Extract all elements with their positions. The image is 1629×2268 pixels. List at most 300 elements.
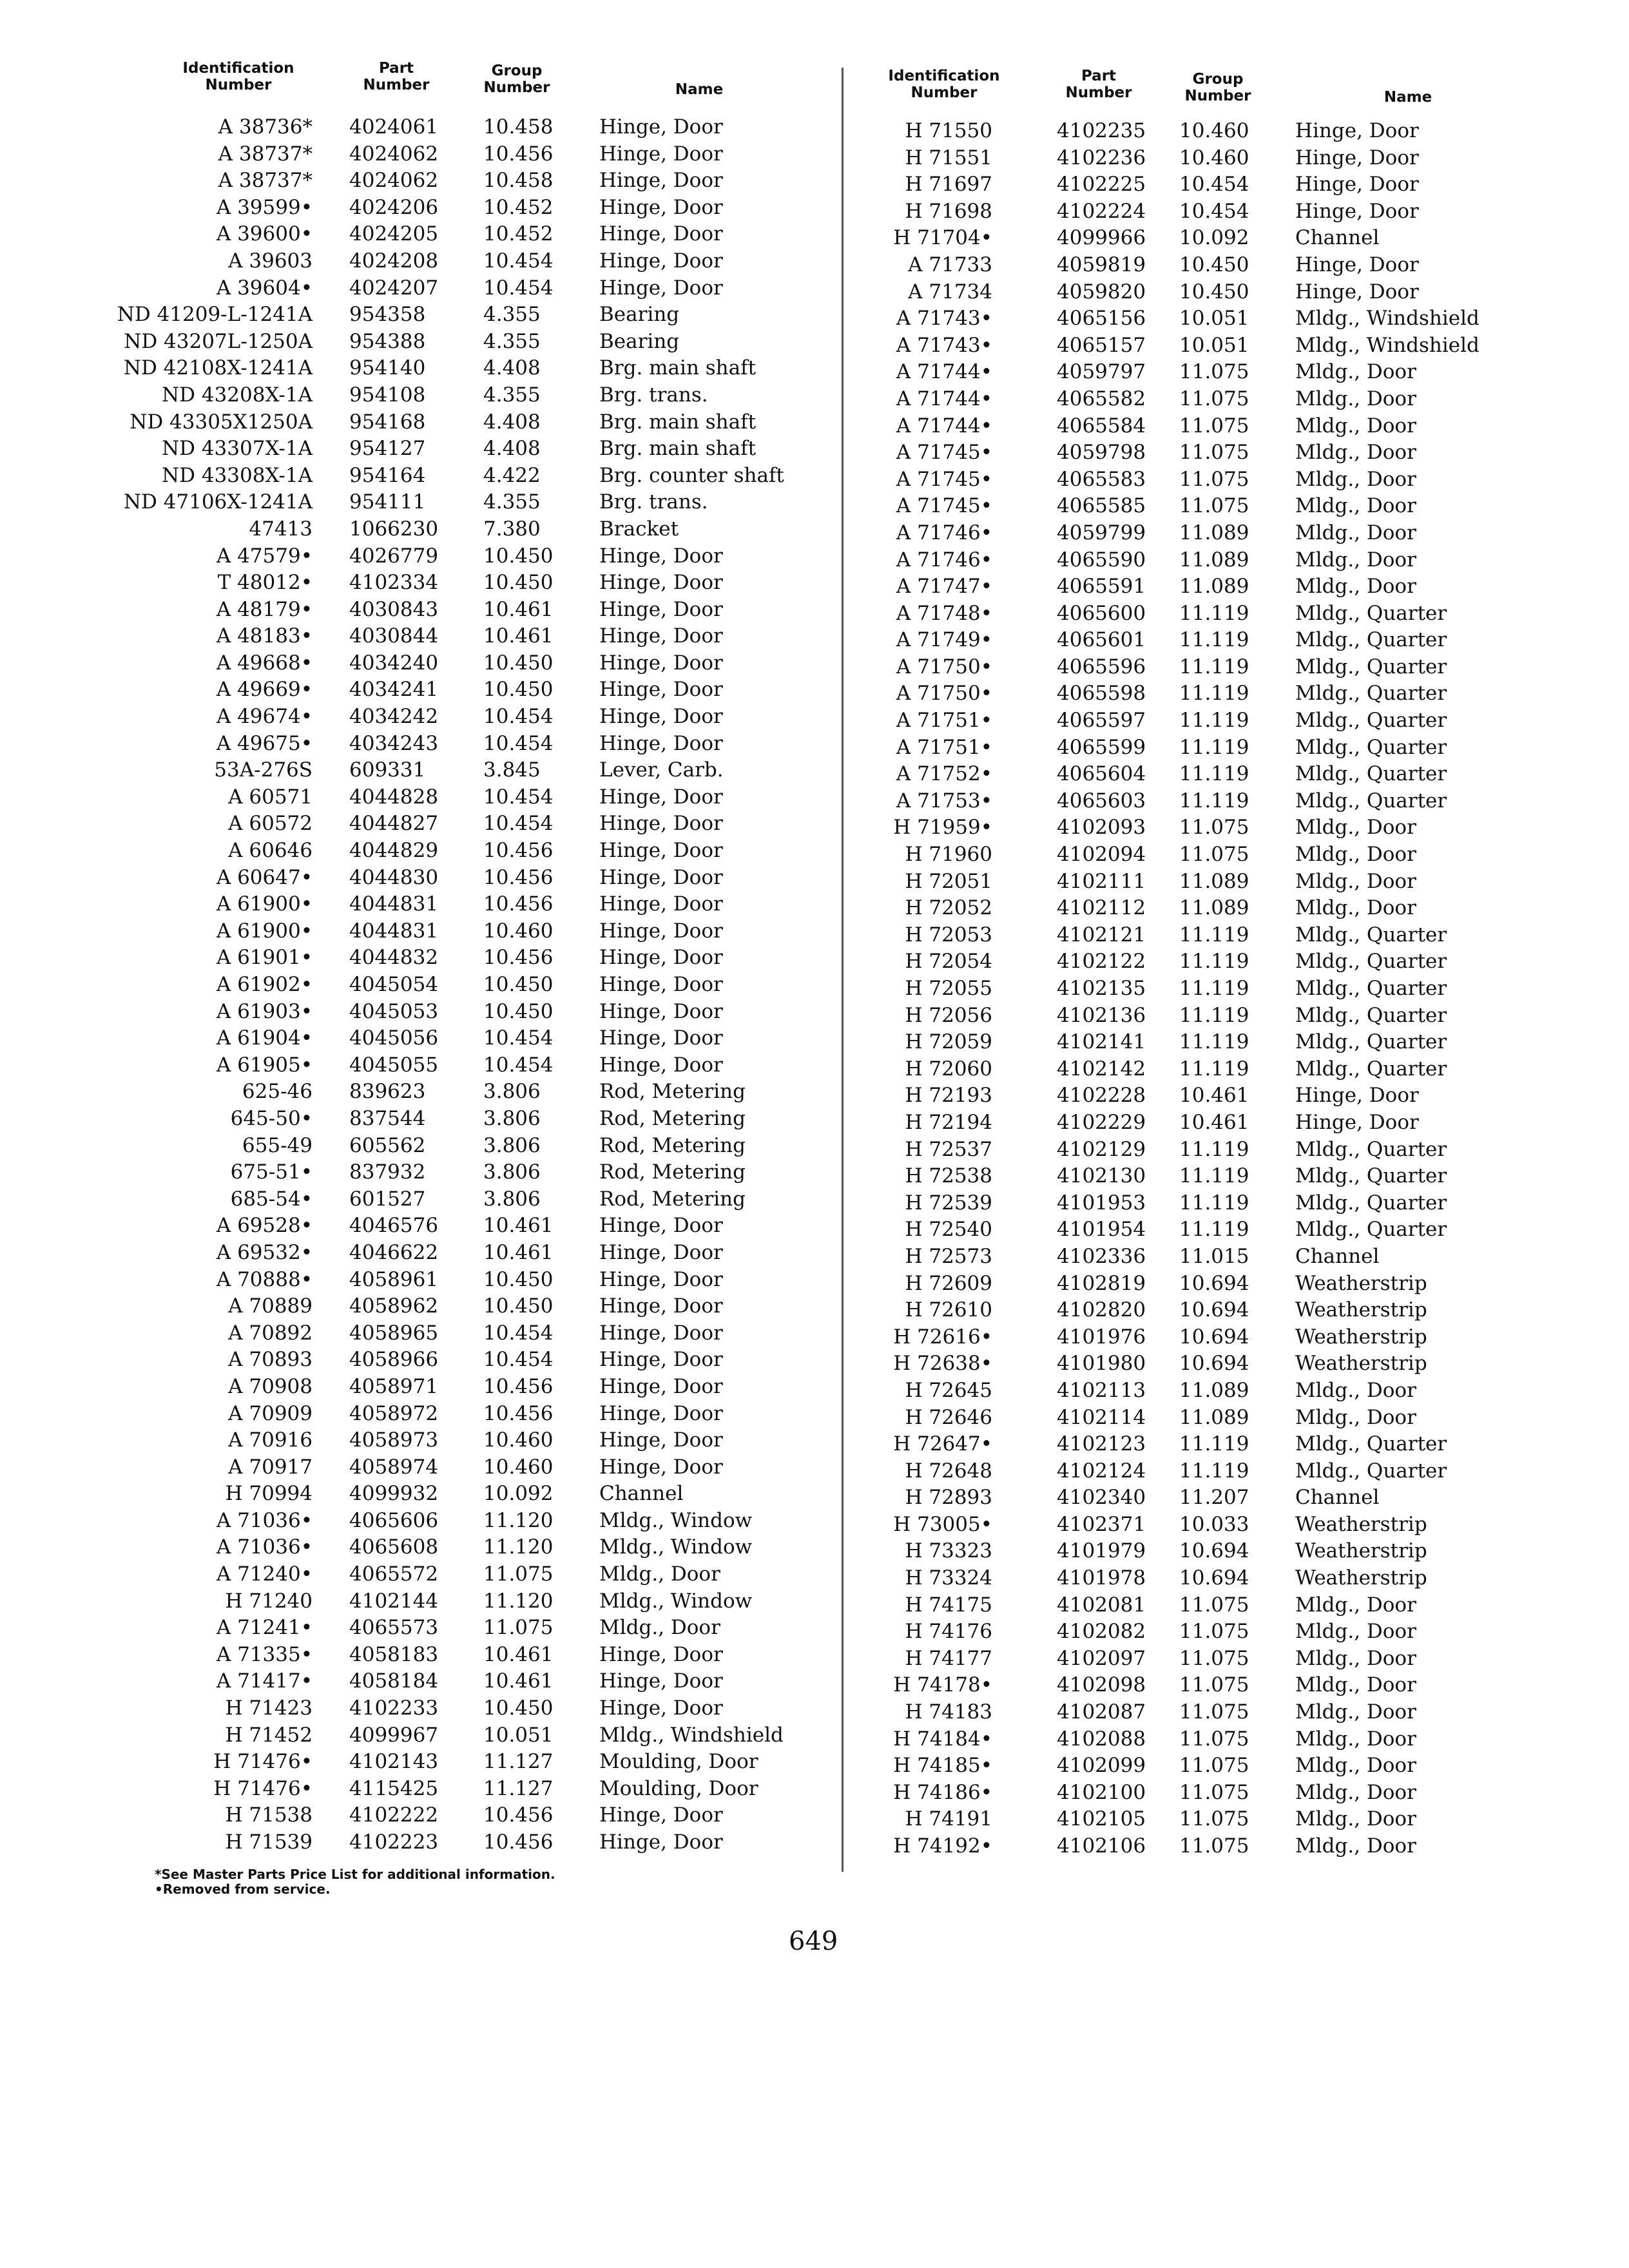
identification-number-cell: A 71752• [896,762,992,786]
identification-number-cell: A 48179• [216,597,313,621]
part-name-cell: Hinge, Door [599,865,723,889]
group-number-cell: 10.450 [1179,280,1249,303]
part-name-cell: Channel [599,1482,684,1506]
part-number-cell: 4058966 [349,1348,439,1372]
identification-number-cell: ND 43305X1250A [130,410,313,434]
part-name-cell: Rod, Metering [599,1160,746,1184]
group-number-cell: 11.075 [1179,1673,1249,1697]
identification-number-cell: H 72053 [905,923,992,947]
table-row [161,1106,838,1133]
identification-number-cell: H 74184• [893,1727,992,1751]
group-number-cell: 4.408 [483,410,541,434]
part-number-cell: 4102112 [1057,896,1146,920]
part-number-cell: 4102819 [1057,1271,1146,1295]
part-name-cell: Weatherstrip [1295,1325,1427,1349]
table-row [161,1052,838,1079]
part-name-cell: Mldg., Windshield [1295,333,1480,357]
part-name-cell: Mldg., Door [1295,1646,1416,1670]
table-row [161,972,838,999]
header-name [1360,89,1456,106]
identification-number-cell: H 71452 [225,1723,313,1747]
group-number-cell: 10.456 [483,142,554,166]
part-name-cell: Hinge, Door [599,1669,723,1693]
header-id-line2: Number [911,84,978,101]
table-row [870,1137,1547,1164]
identification-number-cell: H 71539 [225,1831,313,1854]
identification-number-cell: A 71745• [896,467,992,491]
group-number-cell: 11.089 [1179,1405,1249,1429]
part-name-cell: Brg. trans. [599,490,708,514]
header-part-line2: Number [363,77,430,93]
part-number-cell: 609331 [349,758,426,782]
table-row [870,547,1547,574]
identification-number-cell: H 72609 [905,1271,992,1295]
group-number-cell: 10.454 [483,705,554,729]
part-number-cell: 4065573 [349,1616,439,1640]
part-number-cell: 4065599 [1057,735,1146,759]
part-name-cell: Mldg., Door [599,1616,720,1640]
identification-number-cell: H 71704• [893,226,992,250]
part-number-cell: 4102081 [1057,1593,1146,1617]
part-number-cell: 4102336 [1057,1244,1146,1268]
table-row [870,1110,1547,1137]
group-number-cell: 10.450 [483,651,554,675]
table-row [161,784,838,811]
table-row [161,918,838,945]
table-row [870,520,1547,547]
group-number-cell: 11.075 [1179,1700,1249,1724]
part-name-cell: Moulding, Door [599,1750,758,1774]
table-row [870,332,1547,360]
part-number-cell: 4102130 [1057,1164,1146,1188]
part-name-cell: Weatherstrip [1295,1512,1427,1536]
table-row [870,1458,1547,1485]
group-number-cell: 11.075 [1179,441,1249,465]
part-name-cell: Hinge, Door [599,544,723,568]
part-name-cell: Hinge, Door [599,919,723,943]
table-row [161,168,838,195]
part-name-cell: Mldg., Door [1295,414,1416,437]
table-row [124,329,838,356]
part-name-cell: Hinge, Door [1295,119,1419,142]
identification-number-cell: A 70909 [228,1401,313,1425]
table-row [161,811,838,838]
part-name-cell: Mldg., Quarter [1295,1218,1447,1242]
identification-number-cell: H 74176 [905,1620,992,1644]
identification-number-cell: A 70889 [228,1294,313,1318]
identification-number-cell: H 71538 [225,1803,313,1827]
table-row [870,601,1547,628]
part-name-cell: Hinge, Door [599,705,723,729]
table-row [161,141,838,168]
part-number-cell: 4065597 [1057,709,1146,733]
part-number-cell: 4065604 [1057,762,1146,786]
part-name-cell: Hinge, Door [599,571,723,595]
table-row [161,1588,838,1615]
identification-number-cell: A 71745• [896,441,992,465]
part-number-cell: 4046576 [349,1214,439,1238]
table-row [161,677,838,704]
group-number-cell: 11.075 [483,1616,554,1640]
part-number-cell: 954388 [349,329,426,353]
group-number-cell: 11.119 [1179,1057,1249,1081]
part-name-cell: Hinge, Door [599,1455,723,1479]
table-row [161,1293,838,1320]
part-name-cell: Channel [1295,1244,1380,1268]
identification-number-cell: H 72893 [905,1486,992,1510]
group-number-cell: 10.454 [483,1348,554,1372]
identification-number-cell: H 71960 [905,843,992,867]
part-number-cell: 4102098 [1057,1673,1146,1697]
part-number-cell: 4102340 [1057,1486,1146,1510]
header-part-number [348,60,445,93]
table-row [870,413,1547,440]
table-row [161,1802,838,1829]
group-number-cell: 11.127 [483,1750,554,1774]
group-number-cell: 11.075 [1179,494,1249,518]
identification-number-cell: H 71550 [905,119,992,142]
part-number-cell: 4102087 [1057,1700,1146,1724]
part-name-cell: Mldg., Door [1295,1673,1416,1697]
identification-number-cell: A 71745• [896,494,992,518]
part-number-cell: 4044830 [349,865,439,889]
part-name-cell: Mldg., Door [1295,548,1416,572]
header-identification-number [870,68,1018,101]
identification-number-cell: H 74175 [905,1593,992,1617]
part-name-cell: Mldg., Quarter [1295,682,1447,706]
identification-number-cell: ND 41209-L-1241A [117,303,313,327]
group-number-cell: 10.450 [483,571,554,595]
part-number-cell: 4044832 [349,946,439,970]
table-row [161,650,838,677]
group-number-cell: 10.051 [1179,307,1249,331]
part-number-cell: 4034240 [349,651,439,675]
table-row [870,1271,1547,1298]
header-name [651,81,747,98]
table-row [870,1565,1547,1592]
part-number-cell: 4044831 [349,919,439,943]
identification-number-cell: ND 43307X-1A [162,437,313,461]
table-row [870,1833,1547,1860]
identification-number-cell: A 60646 [228,839,313,863]
identification-number-cell: H 72646 [905,1405,992,1429]
group-number-cell: 11.119 [1179,709,1249,733]
table-row [161,570,838,597]
part-name-cell: Brg. main shaft [599,410,757,434]
part-number-cell: 4065601 [1057,628,1146,652]
part-number-cell: 4102233 [349,1696,439,1720]
part-number-cell: 954140 [349,356,426,380]
part-name-cell: Mldg., Door [1295,816,1416,840]
part-name-cell: Mldg., Door [1295,360,1416,384]
part-name-cell: Hinge, Door [599,624,723,648]
group-number-cell: 11.119 [1179,1218,1249,1242]
part-number-cell: 4058965 [349,1321,439,1345]
group-number-cell: 10.456 [483,865,554,889]
part-number-cell: 4065590 [1057,548,1146,572]
table-row [870,1405,1547,1432]
part-name-cell: Rod, Metering [599,1133,746,1157]
part-number-cell: 4102100 [1057,1780,1146,1804]
identification-number-cell: ND 43207L-1250A [124,329,313,353]
identification-number-cell: A 38736* [218,115,313,139]
part-name-cell: Hinge, Door [599,678,723,702]
group-number-cell: 7.380 [483,517,541,541]
part-number-cell: 601527 [349,1187,426,1211]
table-row [161,1240,838,1267]
group-number-cell: 11.089 [1179,548,1249,572]
identification-number-cell: A 71746• [896,548,992,572]
part-name-cell: Hinge, Door [599,597,723,621]
part-name-cell: Mldg., Door [1295,1727,1416,1751]
identification-number-cell: H 72540 [905,1218,992,1242]
part-number-cell: 4102143 [349,1750,439,1774]
part-number-cell: 1066230 [349,517,439,541]
table-row [870,1619,1547,1646]
part-name-cell: Hinge, Door [599,276,723,300]
identification-number-cell: H 72573 [905,1244,992,1268]
table-row [870,1592,1547,1619]
part-name-cell: Mldg., Quarter [1295,1432,1447,1456]
identification-number-cell: A 49675• [216,731,313,755]
table-row [130,409,838,436]
identification-number-cell: H 72538 [905,1164,992,1188]
group-number-cell: 10.450 [483,1294,554,1318]
group-number-cell: 11.119 [1179,1432,1249,1456]
part-name-cell: Weatherstrip [1295,1298,1427,1322]
part-name-cell: Hinge, Door [599,1642,723,1666]
part-number-cell: 4045053 [349,999,439,1023]
part-number-cell: 4101980 [1057,1352,1146,1376]
table-row [117,302,838,329]
group-number-cell: 11.207 [1179,1486,1249,1510]
part-number-cell: 4099967 [349,1723,439,1747]
group-number-cell: 10.454 [483,1026,554,1050]
part-number-cell: 4102093 [1057,816,1146,840]
group-number-cell: 10.460 [1179,119,1249,142]
table-row [161,1401,838,1428]
table-row [870,1244,1547,1271]
table-row [161,248,838,275]
part-name-cell: Hinge, Door [599,1294,723,1318]
table-row [123,489,838,516]
header-group-line2: Number [483,79,550,96]
part-name-cell: Brg. counter shaft [599,463,784,487]
identification-number-cell: A 71750• [896,682,992,706]
part-name-cell: Hinge, Door [599,1401,723,1425]
identification-number-cell: A 61902• [216,973,313,996]
part-number-cell: 954127 [349,437,426,461]
part-name-cell: Hinge, Door [599,731,723,755]
identification-number-cell: A 71417• [216,1669,313,1693]
identification-number-cell: T 48012• [217,571,313,595]
group-number-cell: 10.458 [483,169,554,193]
part-number-cell: 4024205 [349,222,439,246]
table-row [161,1668,838,1695]
identification-number-cell: A 60571 [228,785,313,809]
table-row [870,118,1547,145]
identification-number-cell: A 38737* [218,169,313,193]
group-number-cell: 10.460 [483,1455,554,1479]
part-number-cell: 4058961 [349,1267,439,1291]
table-row [870,1806,1547,1833]
part-number-cell: 4102099 [1057,1754,1146,1778]
identification-number-cell: 675-51• [230,1160,313,1184]
group-number-cell: 11.075 [1179,360,1249,384]
table-row [870,252,1547,279]
group-number-cell: 11.119 [1179,601,1249,625]
part-name-cell: Hinge, Door [599,1831,723,1854]
table-row [161,221,838,248]
part-number-cell: 4044829 [349,839,439,863]
group-number-cell: 3.806 [483,1106,541,1130]
table-row [161,382,838,409]
identification-number-cell: 655-49 [242,1133,313,1157]
group-number-cell: 10.456 [483,946,554,970]
footnote-see-master: *See Master Parts Price List for additional information. [155,1867,555,1882]
table-row [870,735,1547,762]
table-row [870,1780,1547,1807]
group-number-cell: 10.454 [483,1321,554,1345]
identification-number-cell: H 72638• [893,1352,992,1376]
identification-number-cell: A 71036• [216,1508,313,1532]
group-number-cell: 10.454 [483,1053,554,1077]
part-name-cell: Hinge, Door [599,195,723,219]
part-name-cell: Hinge, Door [599,812,723,836]
part-number-cell: 4102114 [1057,1405,1146,1429]
header-part-line1: Part [1081,68,1117,84]
table-row [870,1056,1547,1083]
part-name-cell: Mldg., Door [1295,387,1416,410]
identification-number-cell: A 49674• [216,705,313,729]
part-name-cell: Hinge, Door [1295,280,1419,303]
part-name-cell: Hinge, Door [599,946,723,970]
part-name-cell: Hinge, Door [599,169,723,193]
group-number-cell: 11.119 [1179,1459,1249,1483]
group-number-cell: 11.075 [1179,1834,1249,1858]
part-number-cell: 4065582 [1057,387,1146,410]
part-number-cell: 4059798 [1057,441,1146,465]
part-number-cell: 4034242 [349,705,439,729]
group-number-cell: 10.454 [1179,173,1249,197]
part-number-cell: 4099966 [1057,226,1146,250]
identification-number-cell: A 70908 [228,1374,313,1398]
part-number-cell: 4102094 [1057,843,1146,867]
table-row [870,198,1547,226]
identification-number-cell: H 72194 [905,1110,992,1134]
identification-number-cell: A 61900• [216,892,313,916]
identification-number-cell: A 71748• [896,601,992,625]
group-number-cell: 10.458 [483,115,554,139]
group-number-cell: 11.119 [1179,923,1249,947]
header-part-line2: Number [1065,84,1132,101]
group-number-cell: 10.461 [483,1642,554,1666]
group-number-cell: 4.408 [483,437,541,461]
group-number-cell: 11.075 [1179,467,1249,491]
part-name-cell: Mldg., Quarter [1295,977,1447,1000]
part-name-cell: Mldg., Quarter [1295,1057,1447,1081]
part-number-cell: 4102082 [1057,1620,1146,1644]
part-number-cell: 4102129 [1057,1137,1146,1161]
group-number-cell: 10.452 [483,195,554,219]
part-name-cell: Hinge, Door [599,839,723,863]
part-name-cell: Mldg., Window [599,1508,753,1532]
identification-number-cell: H 74183 [905,1700,992,1724]
identification-number-cell: H 74177 [905,1646,992,1670]
table-row [123,355,838,382]
part-name-cell: Mldg., Door [1295,1834,1416,1858]
table-row [161,1695,838,1722]
part-name-cell: Brg. trans. [599,383,708,407]
part-name-cell: Weatherstrip [1295,1539,1427,1563]
part-number-cell: 4102123 [1057,1432,1146,1456]
identification-number-cell: A 71744• [896,387,992,410]
identification-number-cell: A 70893 [228,1348,313,1372]
identification-number-cell: A 71743• [896,333,992,357]
group-number-cell: 11.119 [1179,762,1249,786]
table-row [870,439,1547,466]
table-row [870,788,1547,815]
part-name-cell: Hinge, Door [599,1348,723,1372]
part-number-cell: 4024061 [349,115,439,139]
part-name-cell: Mldg., Quarter [1295,1003,1447,1027]
identification-number-cell: H 72616• [893,1325,992,1349]
group-number-cell: 10.461 [483,1669,554,1693]
part-name-cell: Hinge, Door [599,1240,723,1264]
header-group-line1: Group [1192,71,1244,88]
group-number-cell: 3.806 [483,1080,541,1104]
identification-number-cell: A 70916 [228,1428,313,1452]
header-id-line1: Identification [182,60,294,77]
group-number-cell: 11.089 [1179,896,1249,920]
part-name-cell: Hinge, Door [599,999,723,1023]
part-number-cell: 4058962 [349,1294,439,1318]
part-name-cell: Bracket [599,517,679,541]
table-row [870,680,1547,707]
footnotes [155,1867,555,1897]
part-number-cell: 4115425 [349,1776,439,1800]
part-number-cell: 4101953 [1057,1191,1146,1215]
part-number-cell: 4102229 [1057,1110,1146,1134]
table-row [161,275,838,302]
table-row [161,945,838,972]
table-row [870,1699,1547,1726]
group-number-cell: 10.092 [1179,226,1249,250]
part-name-cell: Mldg., Window [599,1589,753,1613]
table-row [870,707,1547,735]
part-name-cell: Mldg., Door [1295,869,1416,893]
group-number-cell: 10.461 [483,1214,554,1238]
group-number-cell: 4.355 [483,490,541,514]
identification-number-cell: A 49669• [216,678,313,702]
part-number-cell: 605562 [349,1133,426,1157]
header-id-line1: Identification [888,68,1000,84]
part-name-cell: Hinge, Door [1295,1084,1419,1108]
part-name-cell: Lever, Carb. [599,758,724,782]
column-divider [842,68,843,1872]
table-row [870,1350,1547,1378]
group-number-cell: 10.694 [1179,1352,1249,1376]
part-number-cell: 4102136 [1057,1003,1146,1027]
part-name-cell: Channel [1295,226,1380,250]
group-number-cell: 10.450 [483,544,554,568]
part-number-cell: 4102371 [1057,1512,1146,1536]
identification-number-cell: H 72051 [905,869,992,893]
part-number-cell: 4065584 [1057,414,1146,437]
part-number-cell: 4102225 [1057,173,1146,197]
group-number-cell: 4.422 [483,463,541,487]
group-number-cell: 10.454 [483,812,554,836]
